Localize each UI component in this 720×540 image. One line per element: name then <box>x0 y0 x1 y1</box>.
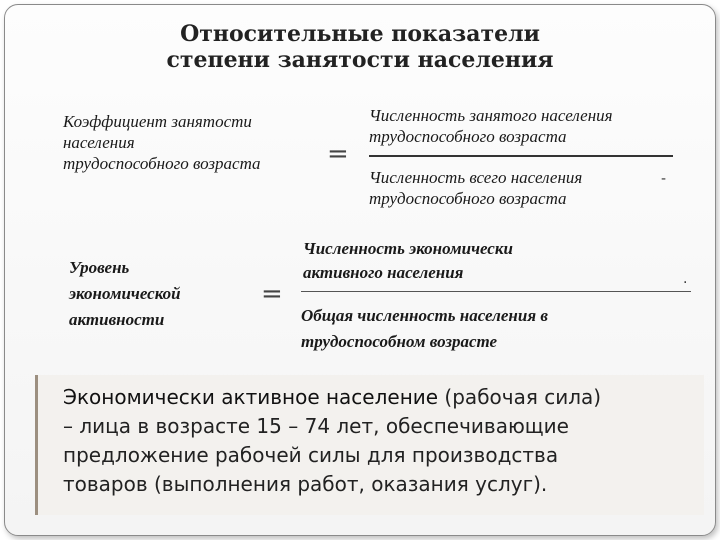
formula1-label <box>63 111 261 174</box>
title-line-2: степени занятости населения <box>166 47 554 73</box>
definition-line-3: предложение рабочей силы для производства <box>63 443 559 467</box>
formula2-label-line-3: активности <box>69 310 165 329</box>
formula1-numerator <box>369 105 613 147</box>
formula1-mark: - <box>661 171 667 187</box>
formula2-mark: . <box>683 271 688 287</box>
formula2-numerator <box>303 237 513 285</box>
formula2-numerator-line-2: активного населения <box>303 263 464 282</box>
formula1-label-line-2: населения <box>63 133 135 152</box>
formula2-denominator <box>301 303 548 355</box>
formula2-equals: = <box>261 279 283 309</box>
formula1-denominator <box>369 167 582 209</box>
definition-line-4: товаров (выполнения работ, оказания услуг). <box>63 472 548 496</box>
title-line-1: Относительные показатели <box>180 21 540 47</box>
formula2-label-line-1: Уровень <box>69 258 130 277</box>
definition-text <box>63 383 703 499</box>
formula1-label-line-1: Коэффициент занятости <box>63 112 252 131</box>
definition-line-1-rest: (рабочая сила) <box>438 385 602 409</box>
definition-line-1 <box>63 383 703 412</box>
formula2-denominator-line-2: трудоспособном возрасте <box>301 332 498 351</box>
formula2-denominator-line-1: Общая численность населения в <box>301 306 548 325</box>
formula1-denominator-line-1: Численность всего населения <box>369 168 583 187</box>
formula1-denominator-line-2: трудоспособного возраста <box>369 189 567 208</box>
definition-term: Экономически активное население <box>63 385 439 409</box>
formula1-numerator-line-2: трудоспособного возраста <box>369 127 567 146</box>
formula1-equals: = <box>327 139 349 169</box>
formula1-fraction-bar <box>369 155 673 157</box>
slide-title <box>5 21 715 73</box>
formula2-fraction-bar <box>301 291 691 292</box>
formula2-numerator-line-1: Численность экономически <box>303 239 513 258</box>
formula1-numerator-line-1: Численность занятого населения <box>369 106 613 125</box>
slide <box>4 4 716 536</box>
formula2-label-line-2: экономической <box>69 284 181 303</box>
formula2-label <box>69 255 181 333</box>
definition-line-2: – лица в возрасте 15 – 74 лет, обеспечивающие <box>63 414 569 438</box>
formula1-label-line-3: трудоспособного возраста <box>63 154 261 173</box>
